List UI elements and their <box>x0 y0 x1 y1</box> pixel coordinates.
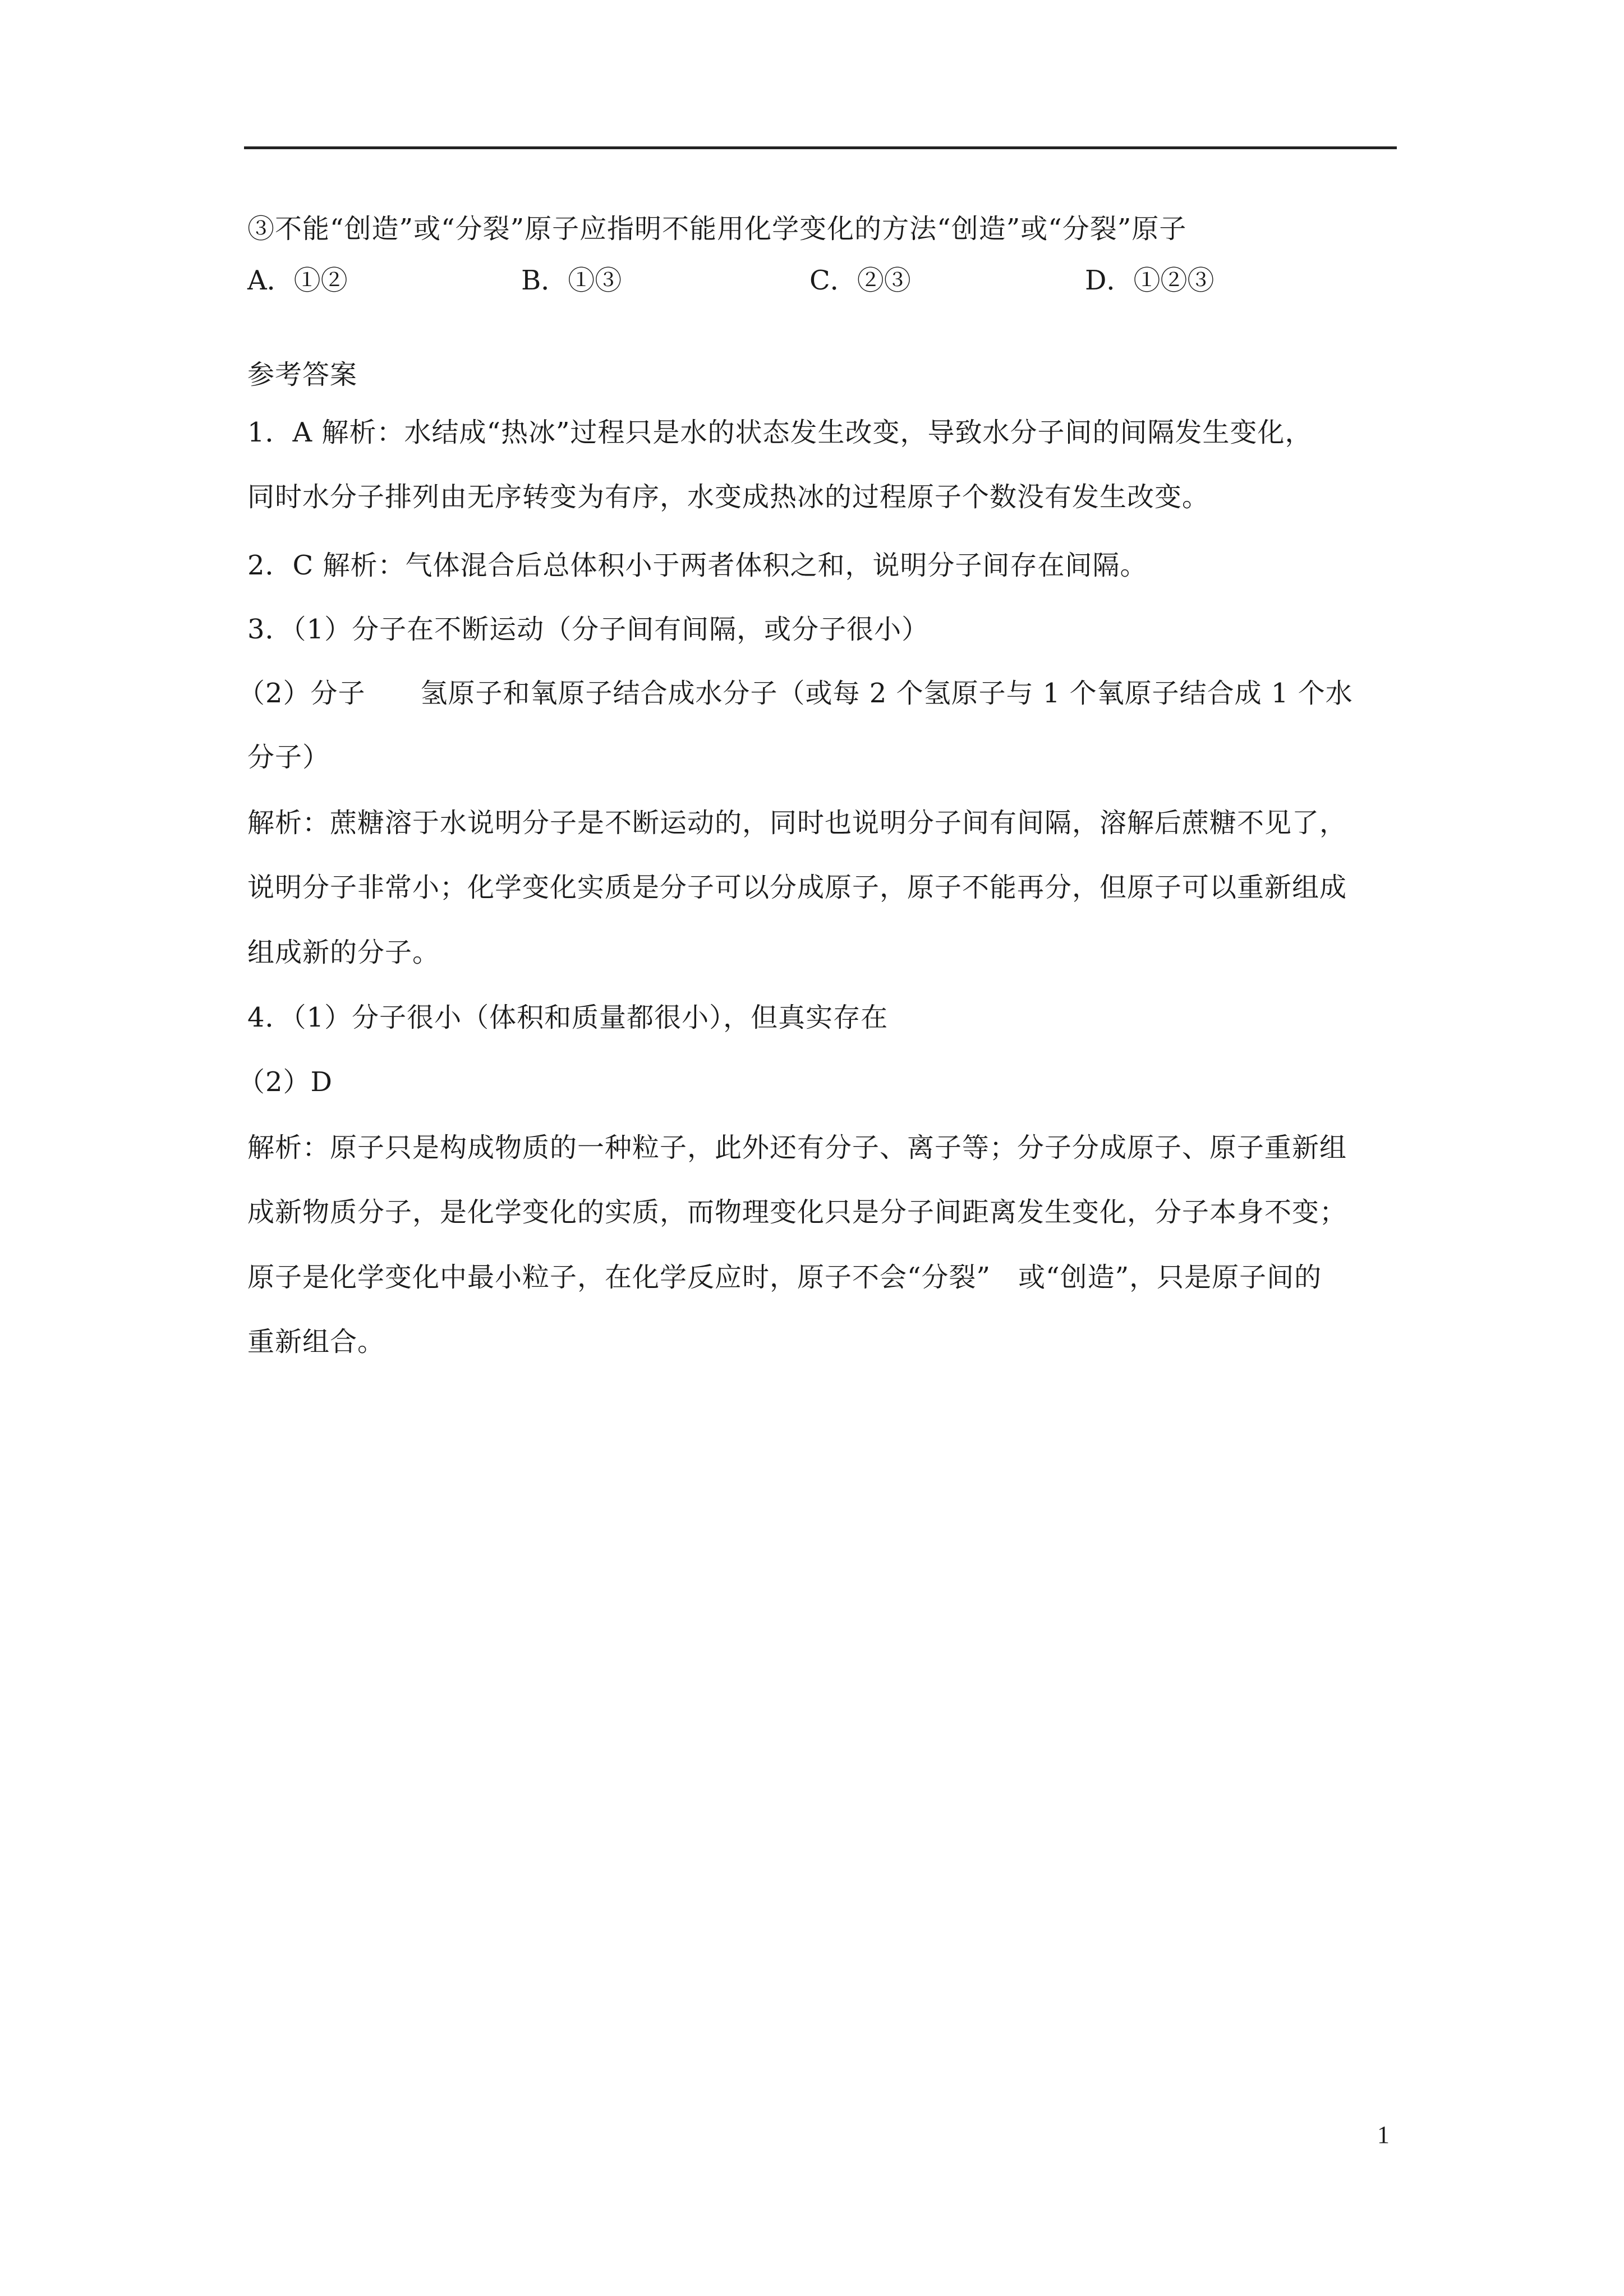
answer-4-explanation-2: 成新物质分子，是化学变化的实质，而物理变化只是分子间距离发生变化，分子本身不变； <box>247 1197 1347 1228</box>
answer-3-part-2: （2）分子 氢原子和氧原子结合成水分子（或每 2 个氢原子与 1 个氧原子结合成 1 个水 <box>238 678 1353 709</box>
answer-1-line-1: 1．A 解析：水结成“热冰”过程只是水的状态发生改变，导致水分子间的间隔发生变化， <box>247 417 1313 448</box>
header-rule <box>244 146 1397 149</box>
answer-3-part-2-cont: 分子） <box>247 742 330 773</box>
answer-4-part-1: 4．（1）分子很小（体积和质量都很小），但真实存在 <box>247 1002 889 1033</box>
answer-2-line-1: 2．C 解析：气体混合后总体积小于两者体积之和，说明分子间存在间隔。 <box>247 550 1148 581</box>
option-b: B．①③ <box>521 265 622 296</box>
option-a: A．①② <box>247 265 348 296</box>
option-d: D．①②③ <box>1085 265 1214 296</box>
answer-4-explanation-4: 重新组合。 <box>247 1326 385 1358</box>
page-number: 1 <box>1377 2121 1390 2148</box>
answer-3-explanation-2: 说明分子非常小；化学变化实质是分子可以分成原子，原子不能再分，但原子可以重新组成 <box>247 872 1347 903</box>
answers-heading: 参考答案 <box>247 359 358 390</box>
option-c: C．②③ <box>809 265 911 296</box>
answer-4-part-2: （2）D <box>238 1066 333 1098</box>
answer-3-part-1: 3．（1）分子在不断运动（分子间有间隔，或分子很小） <box>247 614 930 645</box>
answer-4-explanation-3: 原子是化学变化中最小粒子，在化学反应时，原子不会“分裂” 或“创造”，只是原子间的 <box>247 1262 1322 1293</box>
answer-4-explanation-1: 解析：原子只是构成物质的一种粒子，此外还有分子、离子等；分子分成原子、原子重新组 <box>247 1132 1347 1163</box>
answer-1-line-2: 同时水分子排列由无序转变为有序，水变成热冰的过程原子个数没有发生改变。 <box>247 481 1210 513</box>
answer-options <box>247 264 1397 297</box>
answer-3-explanation-3: 组成新的分子。 <box>247 937 440 968</box>
question-item-3: ③不能“创造”或“分裂”原子应指明不能用化学变化的方法“创造”或“分裂”原子 <box>247 213 1187 245</box>
answer-3-explanation-1: 解析：蔗糖溶于水说明分子是不断运动的，同时也说明分子间有间隔，溶解后蔗糖不见了， <box>247 807 1347 839</box>
